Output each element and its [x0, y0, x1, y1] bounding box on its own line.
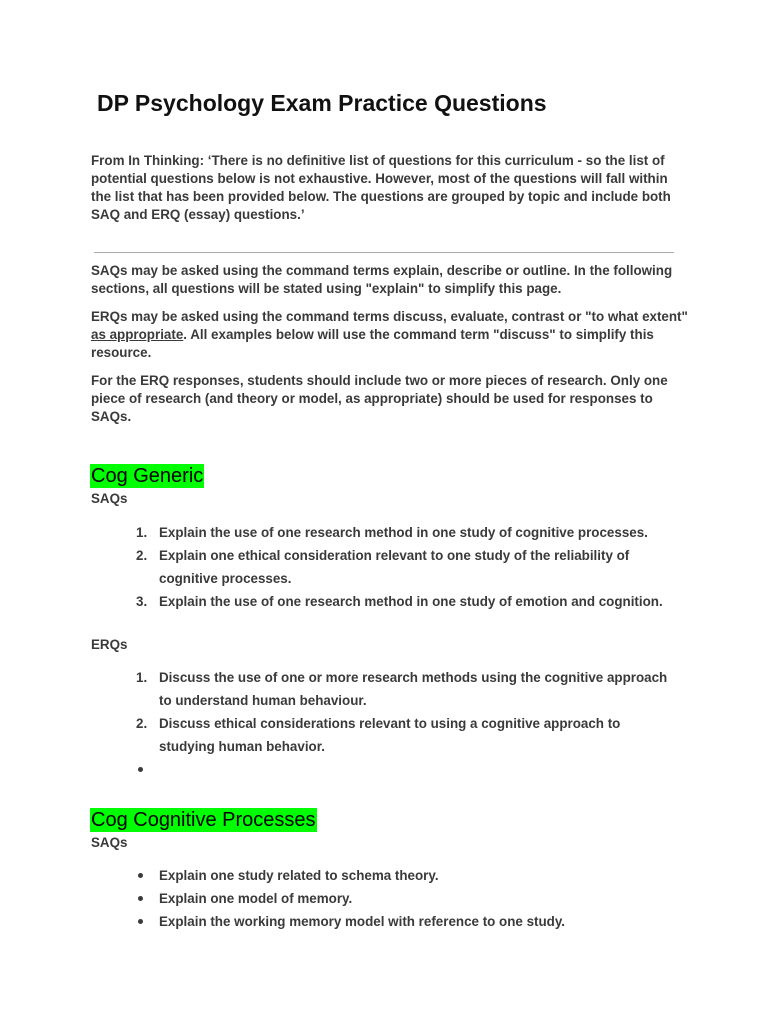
empty-list-item	[0, 758, 679, 781]
bullet-icon	[138, 919, 143, 924]
list-item: Explain one model of memory.	[0, 887, 679, 910]
erq-note-paragraph	[91, 308, 691, 362]
list-item: 1. Discuss the use of one or more research methods using the cognitive approach to understand human behaviour.	[136, 670, 668, 708]
list-item: 2. Explain one ethical consideration relevant to one study of the reliability of cognitive processes.	[136, 548, 630, 586]
page-title: DP Psychology Exam Practice Questions	[97, 90, 547, 116]
erq-note-text-before: ERQs may be asked using the command terms discuss, evaluate, contrast or "to what extent"	[91, 309, 688, 324]
list-item: 2. Discuss ethical considerations relevant to using a cognitive approach to studying human behavior.	[136, 716, 621, 754]
section-heading-cog-cognitive-processes: Cog Cognitive Processes	[91, 809, 316, 831]
saq-label: SAQs	[91, 835, 128, 850]
erq-note-underlined: as appropriate	[91, 327, 184, 342]
list-item: 3. Explain the use of one research method in one study of emotion and cognition.	[136, 594, 663, 609]
erq-note-text-after: . All examples below will use the command term "discuss" to simplify this resource.	[91, 327, 654, 360]
saq-list-cog-cognitive-processes	[0, 864, 679, 933]
saq-label: SAQs	[91, 491, 128, 506]
list-item: Explain one study related to schema theory.	[0, 864, 679, 887]
bullet-icon	[138, 767, 143, 772]
list-item: Explain the working memory model with reference to one study.	[0, 910, 679, 933]
saq-note-paragraph: SAQs may be asked using the command terms explain, describe or outline. In the following sections, all questions will be stated using "explain" to simplify this page.	[91, 263, 673, 296]
erq-label: ERQs	[91, 637, 128, 652]
horizontal-divider	[94, 252, 674, 253]
bullet-icon	[138, 873, 143, 878]
erq-research-paragraph: For the ERQ responses, students should include two or more pieces of research. Only one piece of research (and theory or model, as appropriate) should be used for responses to SAQs.	[91, 373, 668, 424]
saq-list-cog-generic	[0, 521, 679, 613]
intro-paragraph: From In Thinking: ‘There is no definitive list of questions for this curriculum - so the list of potential questions below is not exhaustive. However, most of the questions will fall within the list that has been provided below. The questions are grouped by topic and include both SAQ and ERQ (essay) questions.’	[91, 153, 671, 222]
section-heading-cog-generic: Cog Generic	[91, 465, 204, 487]
list-item: 1. Explain the use of one research method in one study of cognitive processes.	[136, 525, 648, 540]
erq-list-cog-generic	[0, 666, 679, 781]
bullet-icon	[138, 896, 143, 901]
